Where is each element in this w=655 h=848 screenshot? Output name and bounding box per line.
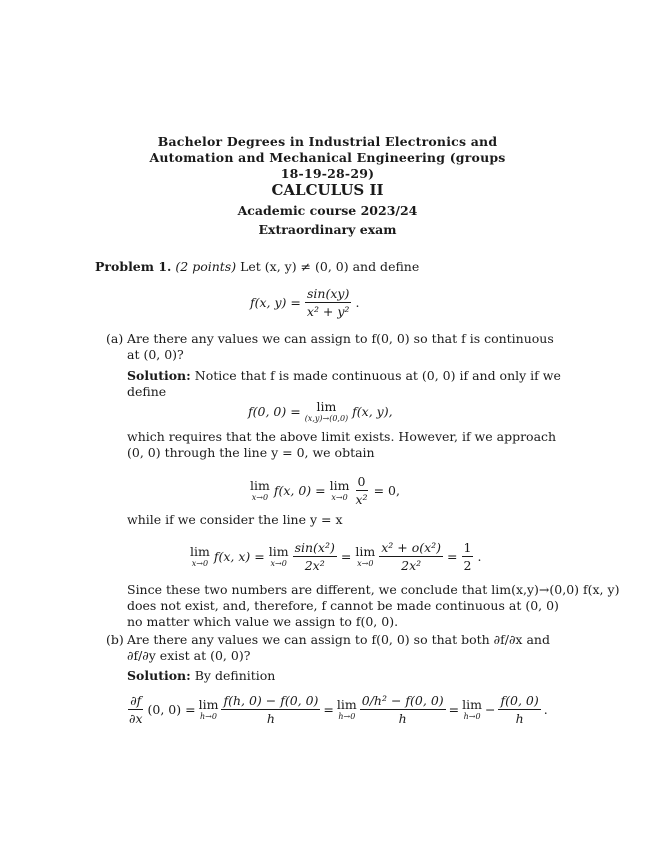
solution-label: Solution: — [127, 368, 191, 383]
solution-label: Solution: — [127, 668, 191, 683]
part-b-label: (b) — [106, 632, 124, 647]
part-a-solution-line-2: define — [127, 384, 167, 399]
problem-intro: Let (x, y) ≠ (0, 0) and define — [240, 259, 420, 274]
equation-limit-y0: lim x→0 f(x, 0) = lim x→0 $\frac{0}{\text{x²}}$ = 0, — [250, 474, 400, 507]
part-a-label: (a) — [106, 331, 124, 346]
equation-partial-derivative: $\frac{\partial f}{\partial x}$ (0, 0) = lim h→0 $\frac{f(h, 0) - f(0, 0)}{h}$ = lim h→0 $\frac{\text{0/h² − f(0, 0)}}{h}$ = lim h→0 − $\frac{f(0, 0)}{h}$ . — [129, 693, 548, 726]
problem-points: (2 points) — [175, 259, 237, 274]
part-a-solution-line-7: does not exist, and, therefore, f cannot be made continuous at (0, 0) — [127, 598, 559, 613]
equation-continuity-definition: f(0, 0) = lim (x,y)→(0,0) f(x, y), — [248, 399, 393, 423]
part-a-solution-line-1: Solution: Notice that f is made continuous at (0, 0) if and only if we — [127, 368, 561, 383]
equation-limit-yx: lim x→0 f(x, x) = lim x→0 $\frac{\text{sin(x²)}}{\text{2x²}}$ = lim x→0 $\frac{\text{x² + o(x²)}}{\text{2x²}}$ = $\frac{1}{2}$ . — [190, 540, 482, 573]
part-a-question-1: Are there any values we can assign to f(0, 0) so that f is continuous — [127, 331, 554, 346]
part-a-solution-line-3: which requires that the above limit exists. However, if we approach — [127, 429, 557, 444]
part-a-question-2: at (0, 0)? — [127, 347, 184, 362]
part-b-question-1: Are there any values we can assign to f(0, 0) so that both ∂f/∂x and — [127, 632, 550, 647]
problem-label: Problem 1. — [95, 259, 172, 274]
definition-fraction: $\frac{\sin(xy)}{\text{x² + y²}}$ — [306, 286, 350, 319]
degree-line-3: 18-19-28-29) — [280, 166, 375, 181]
problem-statement — [95, 259, 419, 275]
part-b-question-2: ∂f/∂y exist at (0, 0)? — [127, 648, 251, 663]
degree-line-2: Automation and Mechanical Engineering (groups — [149, 150, 506, 165]
academic-course: Academic course 2023/24 — [237, 203, 418, 218]
part-a-solution-line-4: (0, 0) through the line y = 0, we obtain — [127, 445, 375, 460]
degree-line-1: Bachelor Degrees in Industrial Electronics and — [157, 134, 498, 149]
part-a-solution-line-8: no matter which value we assign to f(0, 0). — [127, 614, 399, 629]
function-definition: f(x, y) = $\frac{\sin(xy)}{\text{x² + y²}}$ . — [250, 286, 360, 319]
part-b-solution-line-1: Solution: By definition — [127, 668, 276, 683]
course-title: CALCULUS II — [271, 181, 384, 199]
exam-type: Extraordinary exam — [258, 222, 397, 237]
part-a-solution-line-6: Since these two numbers are different, we conclude that lim(x,y)→(0,0) f(x, y) — [127, 582, 620, 597]
part-a-solution-line-5: while if we consider the line y = x — [127, 512, 343, 527]
